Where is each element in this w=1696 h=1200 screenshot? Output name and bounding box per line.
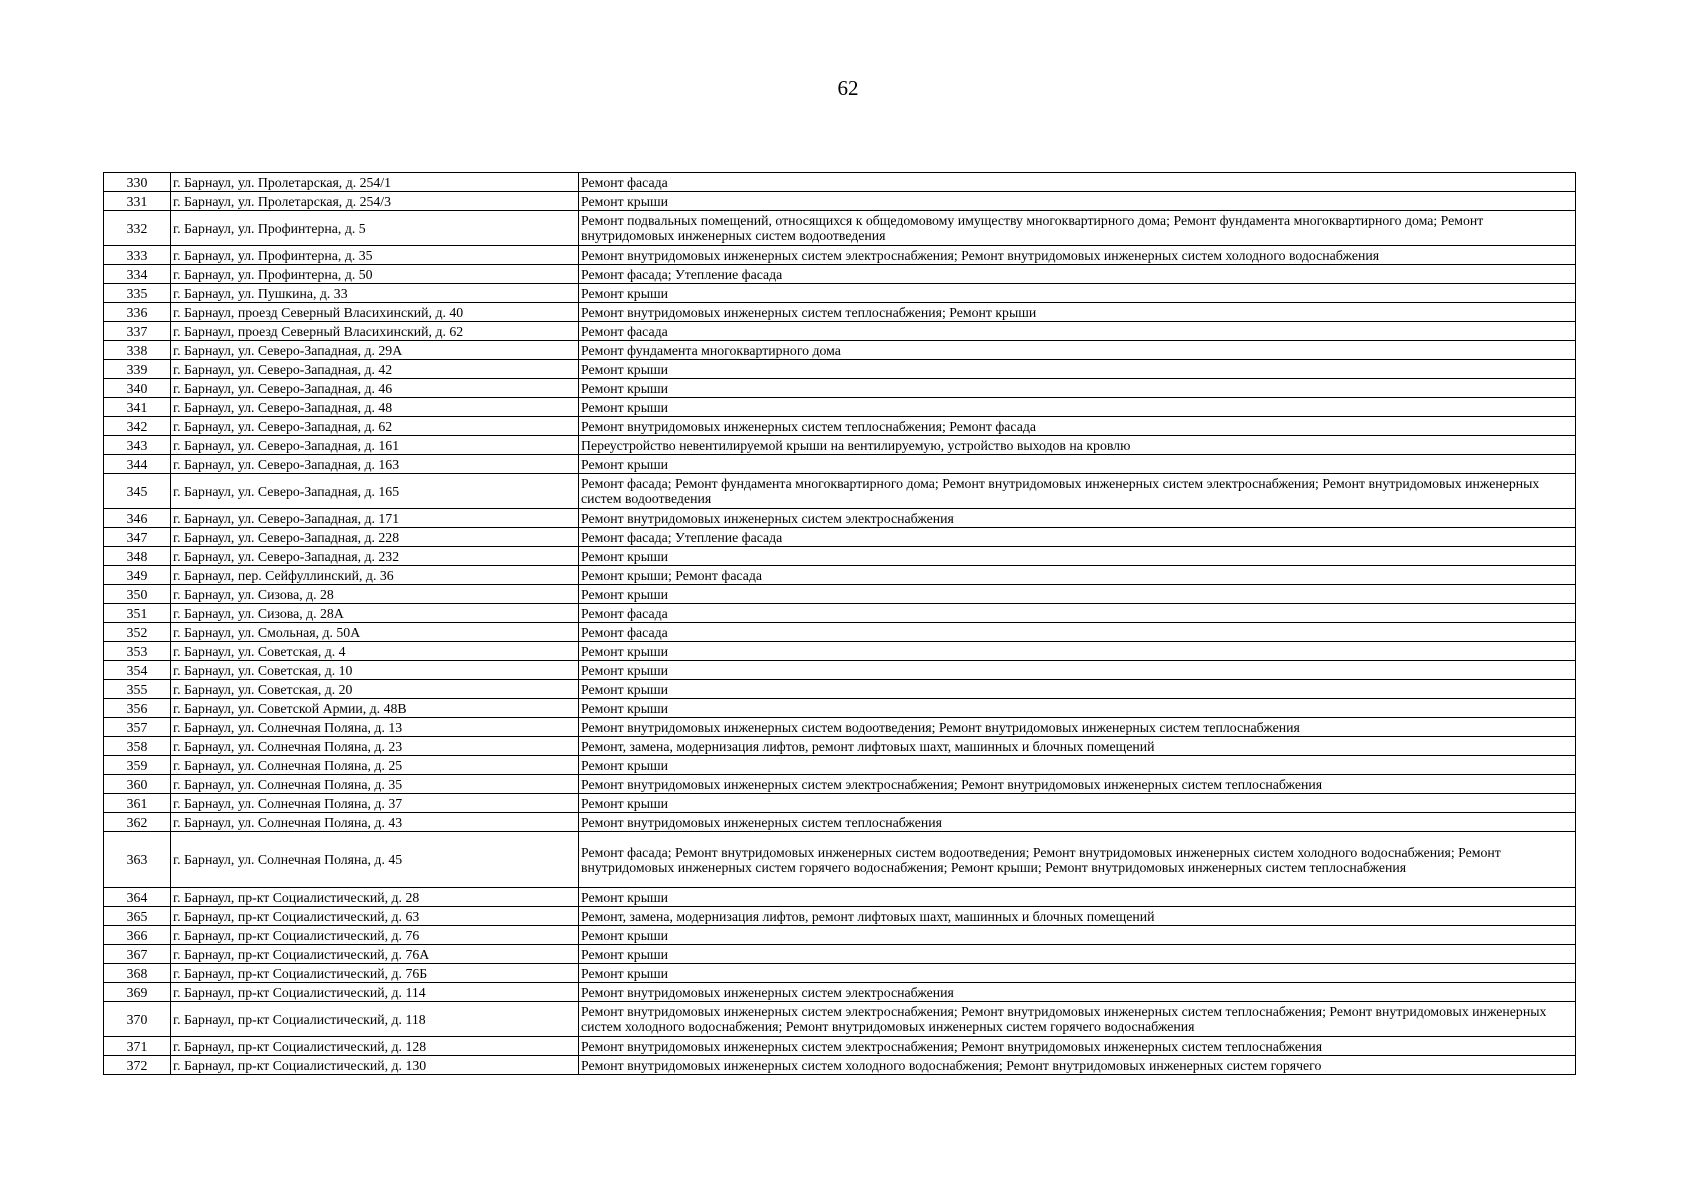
row-number-cell: 370 — [104, 1002, 171, 1037]
address-cell: г. Барнаул, ул. Профинтерна, д. 5 — [171, 211, 579, 246]
address-cell: г. Барнаул, ул. Солнечная Поляна, д. 13 — [171, 718, 579, 737]
table-row — [104, 945, 1576, 964]
table-row — [104, 509, 1576, 528]
address-cell: г. Барнаул, пр-кт Социалистический, д. 118 — [171, 1002, 579, 1037]
row-number-cell: 371 — [104, 1037, 171, 1056]
address-cell: г. Барнаул, ул. Солнечная Поляна, д. 35 — [171, 775, 579, 794]
row-number-cell: 337 — [104, 322, 171, 341]
table-row — [104, 737, 1576, 756]
table-row — [104, 983, 1576, 1002]
address-cell: г. Барнаул, ул. Солнечная Поляна, д. 25 — [171, 756, 579, 775]
table-row — [104, 547, 1576, 566]
table-row — [104, 699, 1576, 718]
works-cell: Ремонт внутридомовых инженерных систем теплоснабжения; Ремонт крыши — [579, 303, 1576, 322]
works-cell: Ремонт крыши — [579, 699, 1576, 718]
address-cell: г. Барнаул, пр-кт Социалистический, д. 76 — [171, 926, 579, 945]
address-cell: г. Барнаул, ул. Северо-Западная, д. 232 — [171, 547, 579, 566]
works-cell: Ремонт фасада; Утепление фасада — [579, 265, 1576, 284]
works-cell: Ремонт крыши — [579, 455, 1576, 474]
works-cell: Ремонт крыши — [579, 360, 1576, 379]
works-cell: Ремонт фундамента многоквартирного дома — [579, 341, 1576, 360]
row-number-cell: 338 — [104, 341, 171, 360]
works-cell: Ремонт крыши — [579, 379, 1576, 398]
works-cell: Ремонт крыши — [579, 926, 1576, 945]
row-number-cell: 362 — [104, 813, 171, 832]
works-cell: Ремонт крыши — [579, 680, 1576, 699]
works-cell: Ремонт внутридомовых инженерных систем электроснабжения; Ремонт внутридомовых инженерных систем теплоснабжения — [579, 1037, 1576, 1056]
table-row — [104, 284, 1576, 303]
address-cell: г. Барнаул, ул. Северо-Западная, д. 163 — [171, 455, 579, 474]
table-row — [104, 604, 1576, 623]
works-cell: Ремонт фасада — [579, 604, 1576, 623]
table-row — [104, 585, 1576, 604]
works-cell: Ремонт фасада — [579, 322, 1576, 341]
address-cell: г. Барнаул, ул. Профинтерна, д. 35 — [171, 246, 579, 265]
table-row — [104, 322, 1576, 341]
works-cell: Ремонт крыши — [579, 642, 1576, 661]
address-cell: г. Барнаул, ул. Сизова, д. 28А — [171, 604, 579, 623]
works-cell: Ремонт крыши — [579, 661, 1576, 680]
row-number-cell: 345 — [104, 474, 171, 509]
table-row — [104, 888, 1576, 907]
row-number-cell: 357 — [104, 718, 171, 737]
row-number-cell: 350 — [104, 585, 171, 604]
table-row — [104, 566, 1576, 585]
table-row — [104, 246, 1576, 265]
row-number-cell: 343 — [104, 436, 171, 455]
table-row — [104, 661, 1576, 680]
row-number-cell: 360 — [104, 775, 171, 794]
row-number-cell: 332 — [104, 211, 171, 246]
works-cell: Ремонт крыши; Ремонт фасада — [579, 566, 1576, 585]
works-cell: Ремонт крыши — [579, 756, 1576, 775]
repair-works-table — [103, 172, 1576, 1075]
row-number-cell: 372 — [104, 1056, 171, 1075]
table-row — [104, 907, 1576, 926]
row-number-cell: 346 — [104, 509, 171, 528]
row-number-cell: 348 — [104, 547, 171, 566]
row-number-cell: 361 — [104, 794, 171, 813]
address-cell: г. Барнаул, пр-кт Социалистический, д. 28 — [171, 888, 579, 907]
row-number-cell: 354 — [104, 661, 171, 680]
works-cell: Ремонт фасада — [579, 623, 1576, 642]
address-cell: г. Барнаул, ул. Советская, д. 20 — [171, 680, 579, 699]
address-cell: г. Барнаул, пр-кт Социалистический, д. 114 — [171, 983, 579, 1002]
table-row — [104, 379, 1576, 398]
row-number-cell: 366 — [104, 926, 171, 945]
works-cell: Ремонт внутридомовых инженерных систем теплоснабжения; Ремонт фасада — [579, 417, 1576, 436]
table-row — [104, 455, 1576, 474]
table-row — [104, 1037, 1576, 1056]
address-cell: г. Барнаул, ул. Пушкина, д. 33 — [171, 284, 579, 303]
works-cell: Ремонт крыши — [579, 585, 1576, 604]
row-number-cell: 334 — [104, 265, 171, 284]
works-cell: Ремонт, замена, модернизация лифтов, ремонт лифтовых шахт, машинных и блочных помещений — [579, 907, 1576, 926]
works-cell: Ремонт фасада; Ремонт фундамента многоквартирного дома; Ремонт внутридомовых инженерных систем электроснабжения; Ремонт внутридомовых инженерных систем водоотведения — [579, 474, 1576, 509]
address-cell: г. Барнаул, проезд Северный Власихинский, д. 40 — [171, 303, 579, 322]
table-row — [104, 832, 1576, 888]
row-number-cell: 359 — [104, 756, 171, 775]
row-number-cell: 330 — [104, 173, 171, 192]
address-cell: г. Барнаул, ул. Солнечная Поляна, д. 37 — [171, 794, 579, 813]
row-number-cell: 351 — [104, 604, 171, 623]
works-cell: Ремонт крыши — [579, 888, 1576, 907]
address-cell: г. Барнаул, ул. Советская, д. 10 — [171, 661, 579, 680]
address-cell: г. Барнаул, ул. Пролетарская, д. 254/1 — [171, 173, 579, 192]
row-number-cell: 341 — [104, 398, 171, 417]
table-row — [104, 680, 1576, 699]
works-cell: Ремонт внутридомовых инженерных систем холодного водоснабжения; Ремонт внутридомовых инженерных систем горячего — [579, 1056, 1576, 1075]
table-row — [104, 964, 1576, 983]
works-cell: Ремонт, замена, модернизация лифтов, ремонт лифтовых шахт, машинных и блочных помещений — [579, 737, 1576, 756]
address-cell: г. Барнаул, ул. Северо-Западная, д. 228 — [171, 528, 579, 547]
table-row — [104, 794, 1576, 813]
works-cell: Ремонт внутридомовых инженерных систем электроснабжения; Ремонт внутридомовых инженерных систем холодного водоснабжения — [579, 246, 1576, 265]
address-cell: г. Барнаул, ул. Профинтерна, д. 50 — [171, 265, 579, 284]
works-cell: Ремонт внутридомовых инженерных систем водоотведения; Ремонт внутридомовых инженерных систем теплоснабжения — [579, 718, 1576, 737]
works-cell: Ремонт крыши — [579, 964, 1576, 983]
row-number-cell: 335 — [104, 284, 171, 303]
row-number-cell: 368 — [104, 964, 171, 983]
works-cell: Переустройство невентилируемой крыши на вентилируемую, устройство выходов на кровлю — [579, 436, 1576, 455]
page-number: 62 — [837, 76, 859, 100]
row-number-cell: 331 — [104, 192, 171, 211]
table-row — [104, 623, 1576, 642]
address-cell: г. Барнаул, ул. Северо-Западная, д. 161 — [171, 436, 579, 455]
table-row — [104, 756, 1576, 775]
works-cell: Ремонт внутридомовых инженерных систем электроснабжения — [579, 509, 1576, 528]
address-cell: г. Барнаул, пр-кт Социалистический, д. 63 — [171, 907, 579, 926]
works-cell: Ремонт фасада — [579, 173, 1576, 192]
address-cell: г. Барнаул, ул. Смольная, д. 50А — [171, 623, 579, 642]
address-cell: г. Барнаул, пр-кт Социалистический, д. 76А — [171, 945, 579, 964]
works-cell: Ремонт внутридомовых инженерных систем электроснабжения; Ремонт внутридомовых инженерных систем теплоснабжения — [579, 775, 1576, 794]
works-cell: Ремонт крыши — [579, 945, 1576, 964]
table-row — [104, 398, 1576, 417]
works-cell: Ремонт подвальных помещений, относящихся к общедомовому имуществу многоквартирного дома; Ремонт фундамента многоквартирного дома; Ремонт внутридомовых инженерных систем водоотведения — [579, 211, 1576, 246]
address-cell: г. Барнаул, ул. Солнечная Поляна, д. 45 — [171, 832, 579, 888]
table-row — [104, 718, 1576, 737]
table-row — [104, 192, 1576, 211]
address-cell: г. Барнаул, ул. Советская, д. 4 — [171, 642, 579, 661]
row-number-cell: 363 — [104, 832, 171, 888]
row-number-cell: 365 — [104, 907, 171, 926]
row-number-cell: 358 — [104, 737, 171, 756]
row-number-cell: 369 — [104, 983, 171, 1002]
table-row — [104, 775, 1576, 794]
row-number-cell: 333 — [104, 246, 171, 265]
table-row — [104, 265, 1576, 284]
works-cell: Ремонт внутридомовых инженерных систем теплоснабжения — [579, 813, 1576, 832]
row-number-cell: 353 — [104, 642, 171, 661]
address-cell: г. Барнаул, ул. Северо-Западная, д. 165 — [171, 474, 579, 509]
table-row — [104, 1002, 1576, 1037]
works-cell: Ремонт крыши — [579, 398, 1576, 417]
address-cell: г. Барнаул, ул. Пролетарская, д. 254/3 — [171, 192, 579, 211]
address-cell: г. Барнаул, пер. Сейфуллинский, д. 36 — [171, 566, 579, 585]
address-cell: г. Барнаул, ул. Солнечная Поляна, д. 43 — [171, 813, 579, 832]
works-cell: Ремонт крыши — [579, 284, 1576, 303]
address-cell: г. Барнаул, пр-кт Социалистический, д. 76Б — [171, 964, 579, 983]
table-row — [104, 1056, 1576, 1075]
row-number-cell: 355 — [104, 680, 171, 699]
table-row — [104, 341, 1576, 360]
works-cell: Ремонт фасада; Утепление фасада — [579, 528, 1576, 547]
row-number-cell: 339 — [104, 360, 171, 379]
table-row — [104, 173, 1576, 192]
row-number-cell: 344 — [104, 455, 171, 474]
table-row — [104, 436, 1576, 455]
address-cell: г. Барнаул, пр-кт Социалистический, д. 130 — [171, 1056, 579, 1075]
table-row — [104, 417, 1576, 436]
row-number-cell: 364 — [104, 888, 171, 907]
table-row — [104, 303, 1576, 322]
row-number-cell: 336 — [104, 303, 171, 322]
table-row — [104, 360, 1576, 379]
works-cell: Ремонт фасада; Ремонт внутридомовых инженерных систем водоотведения; Ремонт внутридомовых инженерных систем холодного водоснабжения; Ремонт внутридомовых инженерных систем горячего водоснабжения; Ремонт крыши; Ремонт внутридомовых инженерных систем теплоснабжения — [579, 832, 1576, 888]
row-number-cell: 356 — [104, 699, 171, 718]
works-cell: Ремонт крыши — [579, 794, 1576, 813]
row-number-cell: 340 — [104, 379, 171, 398]
table-row — [104, 813, 1576, 832]
table-row — [104, 642, 1576, 661]
address-cell: г. Барнаул, ул. Северо-Западная, д. 46 — [171, 379, 579, 398]
row-number-cell: 347 — [104, 528, 171, 547]
row-number-cell: 352 — [104, 623, 171, 642]
table-row — [104, 474, 1576, 509]
address-cell: г. Барнаул, ул. Северо-Западная, д. 29А — [171, 341, 579, 360]
address-cell: г. Барнаул, пр-кт Социалистический, д. 128 — [171, 1037, 579, 1056]
address-cell: г. Барнаул, ул. Северо-Западная, д. 42 — [171, 360, 579, 379]
address-cell: г. Барнаул, ул. Северо-Западная, д. 48 — [171, 398, 579, 417]
address-cell: г. Барнаул, ул. Северо-Западная, д. 62 — [171, 417, 579, 436]
address-cell: г. Барнаул, ул. Солнечная Поляна, д. 23 — [171, 737, 579, 756]
row-number-cell: 349 — [104, 566, 171, 585]
table-row — [104, 528, 1576, 547]
works-cell: Ремонт внутридомовых инженерных систем электроснабжения — [579, 983, 1576, 1002]
address-cell: г. Барнаул, ул. Сизова, д. 28 — [171, 585, 579, 604]
table-row — [104, 926, 1576, 945]
address-cell: г. Барнаул, проезд Северный Власихинский, д. 62 — [171, 322, 579, 341]
row-number-cell: 342 — [104, 417, 171, 436]
row-number-cell: 367 — [104, 945, 171, 964]
address-cell: г. Барнаул, ул. Советской Армии, д. 48В — [171, 699, 579, 718]
address-cell: г. Барнаул, ул. Северо-Западная, д. 171 — [171, 509, 579, 528]
works-cell: Ремонт крыши — [579, 192, 1576, 211]
works-cell: Ремонт внутридомовых инженерных систем электроснабжения; Ремонт внутридомовых инженерных систем теплоснабжения; Ремонт внутридомовых инженерных систем холодного водоснабжения; Ремонт внутридомовых инженерных систем горячего водоснабжения — [579, 1002, 1576, 1037]
table-row — [104, 211, 1576, 246]
works-cell: Ремонт крыши — [579, 547, 1576, 566]
